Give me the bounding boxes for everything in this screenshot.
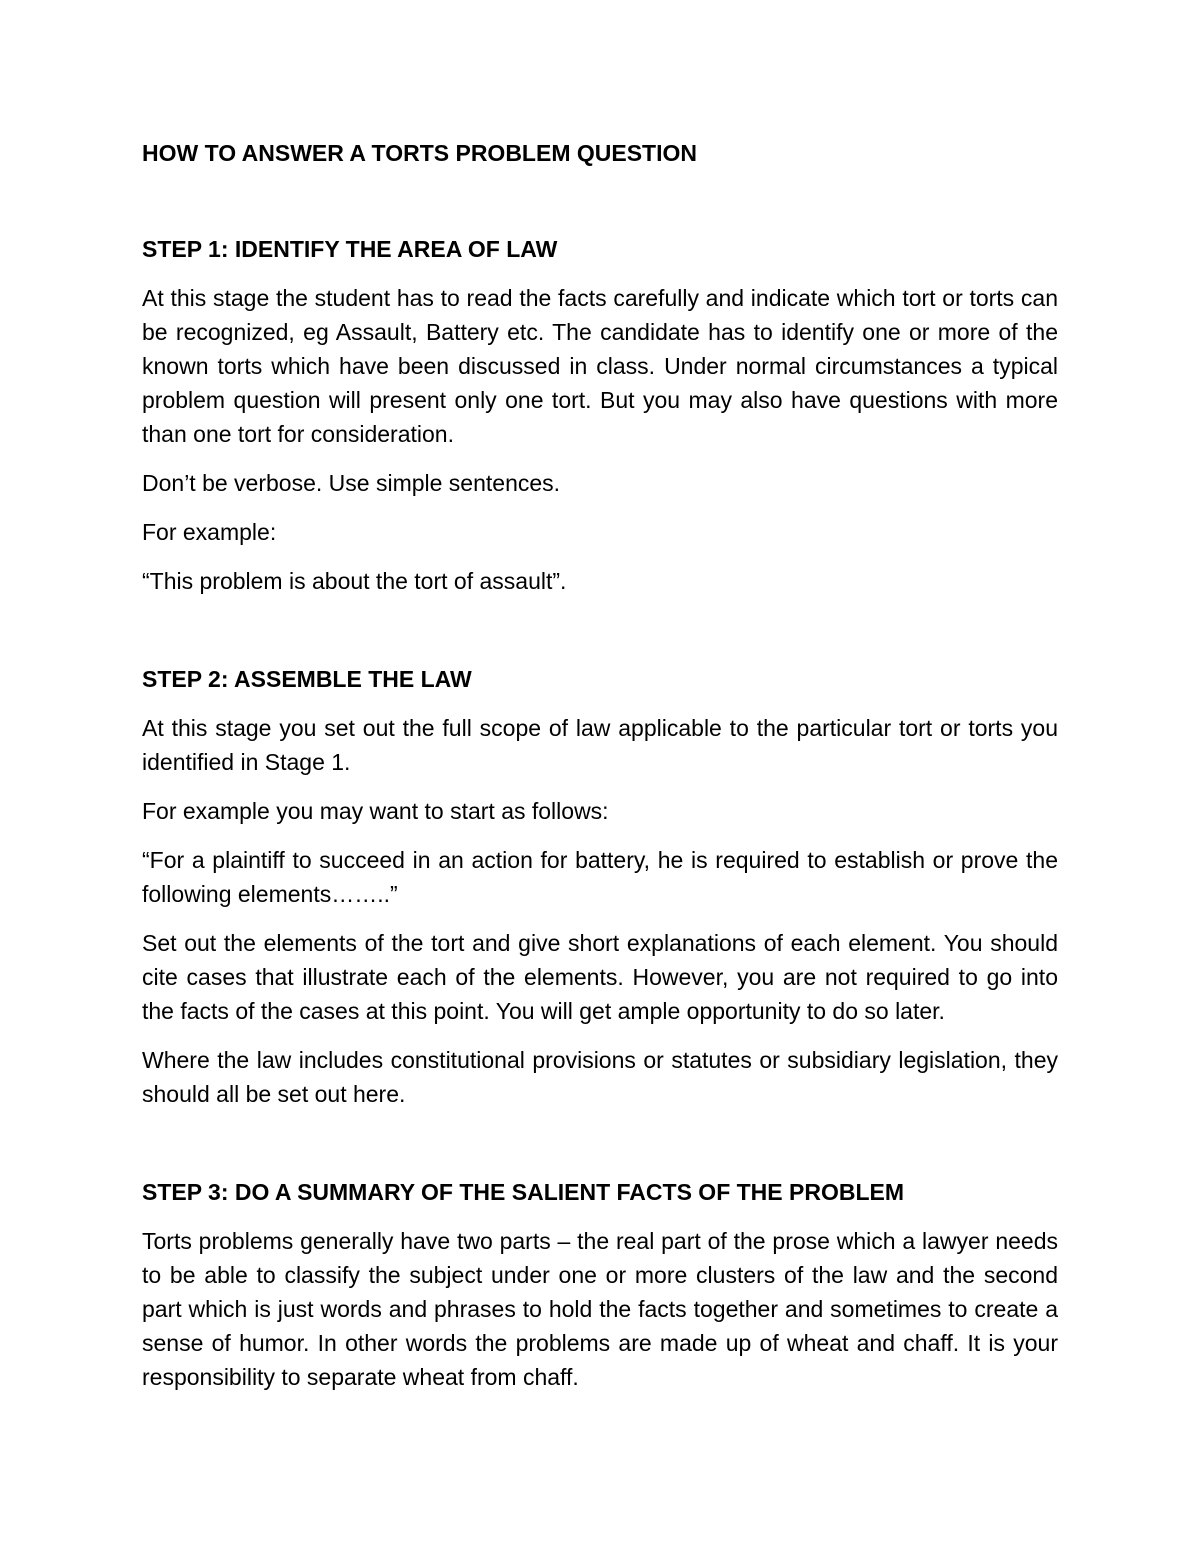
- step1-paragraph: At this stage the student has to read the facts carefully and indicate which tort or torts can be recognized, eg Assault, Battery etc. The candidate has to identify one or more of the known torts which have been discussed in class. Under normal circumstances a typical problem question will present only one tort. But you may also have questions with more than one tort for consideration.: [142, 285, 1058, 447]
- step2-legislation-paragraph: Where the law includes constitutional provisions or statutes or subsidiary legislation, they should all be set out here.: [142, 1047, 1058, 1107]
- document-page: [142, 136, 1058, 1394]
- step3-paragraph: Torts problems generally have two parts – the real part of the prose which a lawyer needs to be able to classify the subject under one or more clusters of the law and the second part which is just words and phrases to hold the facts together and sometimes to create a sense of humor. In other words the problems are made up of wheat and chaff. It is your responsibility to separate wheat from chaff.: [142, 1228, 1058, 1390]
- step1-advice: Don’t be verbose. Use simple sentences.: [142, 470, 561, 496]
- step2-example-intro: For example you may want to start as follows:: [142, 798, 609, 824]
- step1-example-quote: “This problem is about the tort of assault”.: [142, 568, 567, 594]
- step2-elements-paragraph: Set out the elements of the tort and give short explanations of each element. You should cite cases that illustrate each of the elements. However, you are not required to go into the facts of the cases at this point. You will get ample opportunity to do so later.: [142, 930, 1058, 1024]
- step1-example-label: For example:: [142, 519, 277, 545]
- step2-example-quote: “For a plaintiff to succeed in an action for battery, he is required to establish or prove the following elements……..”: [142, 847, 1058, 907]
- step2-heading: STEP 2: ASSEMBLE THE LAW: [142, 666, 472, 692]
- step3-heading: STEP 3: DO A SUMMARY OF THE SALIENT FACTS OF THE PROBLEM: [142, 1179, 905, 1205]
- document-title: HOW TO ANSWER A TORTS PROBLEM QUESTION: [142, 140, 697, 166]
- step2-paragraph: At this stage you set out the full scope of law applicable to the particular tort or torts you identified in Stage 1.: [142, 715, 1058, 775]
- step1-heading: STEP 1: IDENTIFY THE AREA OF LAW: [142, 236, 558, 262]
